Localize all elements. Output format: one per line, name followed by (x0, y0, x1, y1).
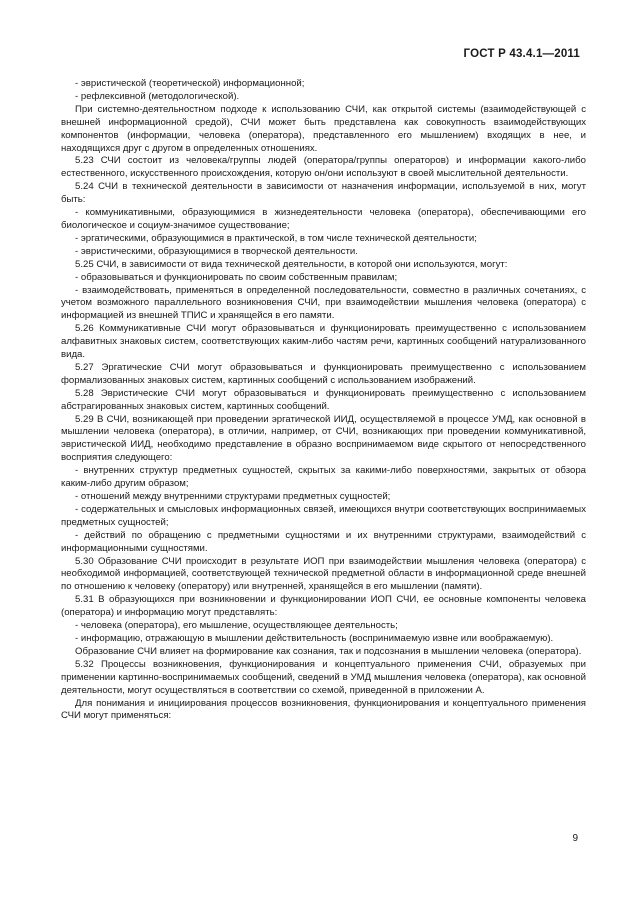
paragraph: - образовываться и функционировать по своим собственным правилам; (75, 271, 398, 283)
paragraph: 5.29 В СЧИ, возникающей при проведении эргатической ИИД, осуществляемой в процессе УМД, как основной в мышлении человека (оператора), в отличии, например, от СЧИ, возникающих при проведении коммуникативной, эвристической ИИД, необходимо представление в образно воспринимаемом виде скрытого от непосредственного восприятия следующего: (61, 413, 586, 464)
paragraph: 5.28 Эвристические СЧИ могут образовываться и функционировать преимущественно с использованием абстрагированных знаковых систем, картинных сообщений. (61, 387, 586, 412)
paragraph: - внутренних структур предметных сущностей, скрытых за какими-либо поверхностями, закрытых от обзора каким-либо другим образом; (61, 465, 586, 490)
paragraph: - человека (оператора), его мышление, осуществляющее деятельность; (75, 620, 398, 632)
paragraph: 5.23 СЧИ состоит из человека/группы людей (оператора/группы операторов) и информации какого-либо естественного, искусственного происхождения, которую он/они используют в своей мыслительной деятельности. (61, 155, 586, 180)
paragraph: 5.24 СЧИ в технической деятельности в зависимости от назначения информации, используемой в них, могут быть: (61, 181, 586, 206)
paragraph: 5.32 Процессы возникновения, функционирования и концептуального применения СЧИ, образуемых при применении картинно-воспринимаемых сообщений, сведений в УМД мышления человека (оператора), как основной деятельности, могут осуществляться в соответствии со схемой, приведенной в приложении А. (61, 658, 586, 696)
paragraph: 5.31 В образующихся при возникновении и функционировании ИОП СЧИ, ее основные компоненты человека (оператора) и информацию могут представлять: (61, 594, 586, 619)
paragraph: - рефлексивной (методологической). (75, 90, 240, 102)
paragraph: - отношений между внутренними структурами предметных сущностей; (75, 491, 391, 502)
paragraph: 5.26 Коммуникативные СЧИ могут образовываться и функционировать преимущественно с использованием алфавитных знаковых систем, соответствующих каким-либо частям речи, картинных сообщений натурализованного вида. (61, 323, 586, 361)
paragraph: - эргатическими, образующимися в практической, в том числе технической деятельности; (75, 232, 477, 244)
paragraph: 5.30 Образование СЧИ происходит в результате ИОП при взаимодействии мышления человека (оператора) с необходимой информацией, соответствующей технической предметной области в информационной среде внешней по отношению к человеку (оператору) или внутренней, хранящейся в его мышлении (памяти). (61, 555, 586, 593)
paragraph: - эвристической (теоретической) информационной; (75, 78, 305, 89)
paragraph: - содержательных и смысловых информационных связей, имеющихся внутри соответствующих воспринимаемых предметных сущностей; (61, 503, 586, 528)
paragraph: - коммуникативными, образующимися в жизнедеятельности человека (оператора), обеспечивающими его биологическое и социум-значимое существование; (61, 207, 586, 231)
document-standard-code: ГОСТ Р 43.4.1—2011 (463, 48, 580, 60)
paragraph: 5.27 Эргатические СЧИ могут образовываться и функционировать преимущественно с использованием формализованных знаковых систем, картинных сообщений с использованием изображений. (61, 361, 586, 386)
paragraph: Образование СЧИ влияет на формирование как сознания, так и подсознания в мышлении человека (оператора). (75, 645, 582, 657)
paragraph: - информацию, отражающую в мышлении действительность (воспринимаемую извне или воображаемую). (75, 632, 554, 644)
document-body (61, 78, 586, 723)
paragraph: - взаимодействовать, применяться в определенной последовательности, совместно в различных сочетаниях, с учетом возможного параллельного возникновения СЧИ, при взаимодействии мышления человека (оператора) с информацией из внешней ТПИС и хранящейся в его памяти. (61, 284, 586, 322)
paragraph: - действий по обращению с предметными сущностями и их внутренними структурами, взаимодействий с информационными сущностями. (61, 529, 586, 554)
page-number: 9 (572, 833, 578, 844)
paragraph: Для понимания и инициирования процессов возникновения, функционирования и концептуального применения СЧИ могут применяться: (61, 697, 586, 722)
paragraph: При системно-деятельностном подходе к использованию СЧИ, как открытой системы (взаимодействующей с внешней информационной средой), СЧИ может быть представлена как совокупность взаимодействующих компонентов (информации, человека (оператора), представленного его мышлением) входящих в нее, и находящихся друг с другом в определенных отношениях. (61, 103, 586, 154)
paragraph: - эвристическими, образующимися в творческой деятельности. (75, 245, 358, 257)
paragraph: 5.25 СЧИ, в зависимости от вида технической деятельности, в которой они используются, могут: (75, 258, 508, 270)
